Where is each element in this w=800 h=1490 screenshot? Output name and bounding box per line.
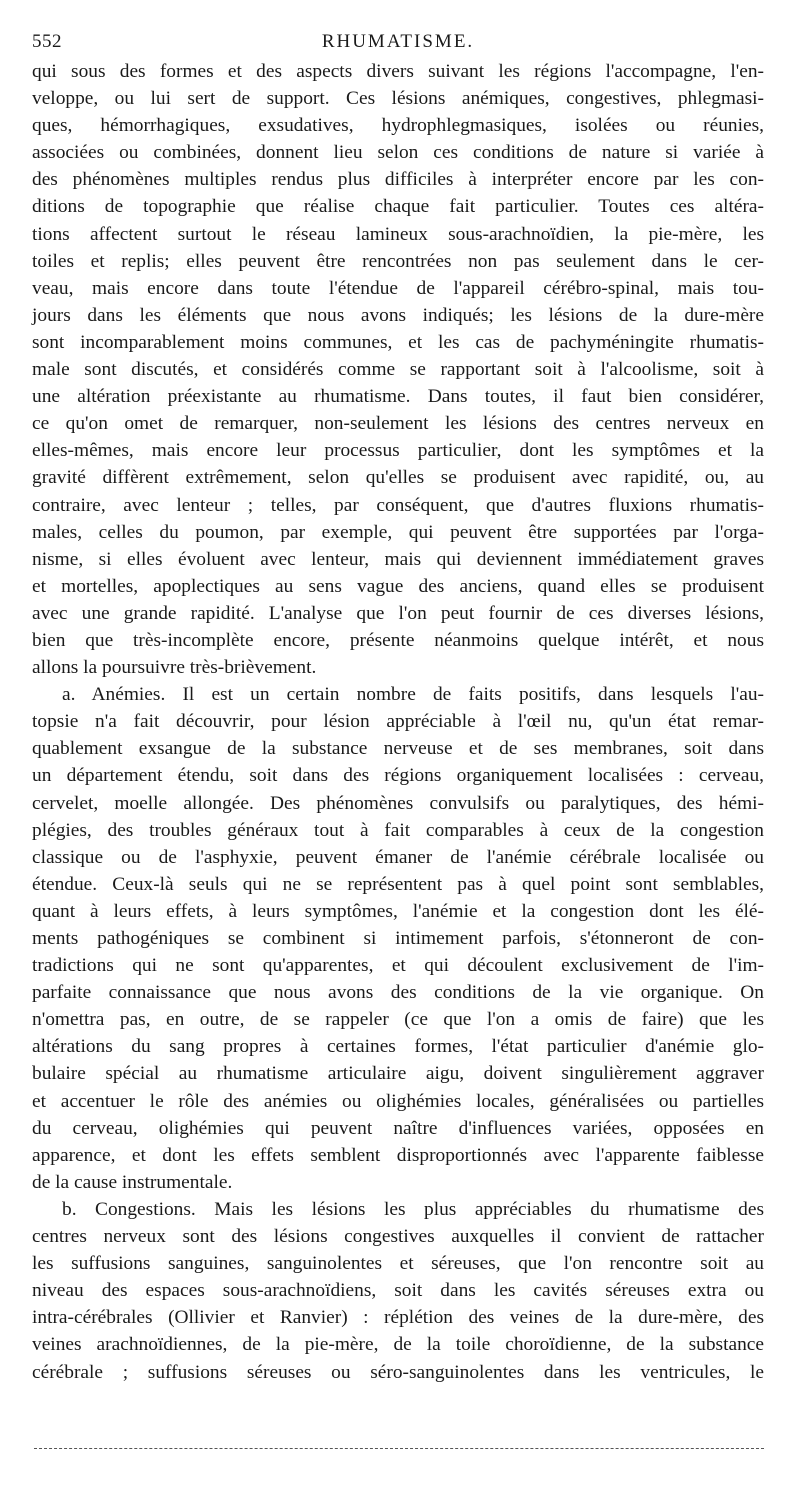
- text-line: male sont discutés, et considérés comme se rapportant soit à l'alcoolisme, soit à: [32, 359, 764, 381]
- text-line: toiles et replis; elles peuvent être rencontrées non pas seulement dans le cer-: [32, 250, 764, 272]
- running-head: [32, 26, 764, 58]
- text-line: ce qu'on omet de remarquer, non-seulement les lésions des centres nerveux en: [32, 413, 764, 435]
- text-line: étendue. Ceux-là seuls qui ne se représentent pas à quel point sont semblables,: [32, 873, 764, 895]
- text-line: gravité diffèrent extrêmement, selon qu'elles se produisent avec rapidité, ou, au: [32, 467, 764, 489]
- page: [32, 26, 764, 1386]
- text-line: un département étendu, soit dans des régions organiquement localisées : cerveau,: [32, 765, 764, 787]
- text-line: quablement exsangue de la substance nerveuse et de ses membranes, soit dans: [32, 738, 764, 760]
- text-line: ments pathogéniques se combinent si intimement parfois, s'étonneront de con-: [32, 928, 764, 949]
- text-line: jours dans les éléments que nous avons indiqués; les lésions de la dure-mère: [32, 304, 764, 326]
- text-line: niveau des espaces sous-arachnoïdiens, soit dans les cavités séreuses extra ou: [32, 1280, 764, 1302]
- text-line: allons la poursuivre très-brièvement.: [32, 657, 317, 679]
- text-line: centres nerveux sont des lésions congestives auxquelles il convient de rattacher: [32, 1226, 764, 1248]
- text-line: nisme, si elles évoluent avec lenteur, mais qui deviennent immédiatement graves: [32, 548, 764, 570]
- text-line: et accentuer le rôle des anémies ou olighémies locales, généralisées ou partielles: [32, 1090, 764, 1112]
- text-line: bulaire spécial au rhumatisme articulaire aigu, doivent singulièrement aggraver: [32, 1063, 764, 1085]
- text-line: topsie n'a fait découvrir, pour lésion appréciable à l'œil nu, qu'un état remar-: [32, 711, 764, 733]
- text-line: sont incomparablement moins communes, et les cas de pachyméningite rhumatis-: [32, 331, 764, 353]
- text-line: bien que très-incomplète encore, présente néanmoins quelque intérêt, et nous: [32, 629, 764, 651]
- text-line: tions affectent surtout le réseau lamineux sous-arachnoïdien, la pie-mère, les: [32, 223, 764, 245]
- text-line: associées ou combinées, donnent lieu selon ces conditions de nature si variée à: [32, 142, 764, 164]
- text-line: cervelet, moelle allongée. Des phénomènes convulsifs ou paralytiques, des hémi-: [32, 792, 764, 814]
- text-line: apparence, et dont les effets semblent disproportionnés avec l'apparente faiblesse: [32, 1144, 764, 1166]
- running-title: RHUMATISME.: [321, 31, 475, 52]
- text-line: veau, mais encore dans toute l'étendue de l'appareil cérébro-spinal, mais tou-: [32, 277, 764, 299]
- text-line: des phénomènes multiples rendus plus difficiles à interpréter encore par les con-: [32, 169, 764, 191]
- text-line: intra-cérébrales (Ollivier et Ranvier) : réplétion des veines de la dure-mère, des: [32, 1307, 764, 1329]
- text-line: b. Congestions. Mais les lésions les plus appréciables du rhumatisme des: [62, 1198, 764, 1220]
- text-line: une altération préexistante au rhumatisme. Dans toutes, il faut bien considérer,: [32, 386, 764, 408]
- text-line: et mortelles, apoplectiques au sens vague des anciens, quand elles se produisent: [32, 575, 764, 597]
- text-line: ditions de topographie que réalise chaque fait particulier. Toutes ces altéra-: [32, 196, 764, 218]
- body-text: [32, 58, 764, 1386]
- page-number: 552: [32, 31, 62, 52]
- text-line: tradictions qui ne sont qu'apparentes, et qui découlent exclusivement de l'im-: [32, 955, 764, 977]
- text-line: quant à leurs effets, à leurs symptômes, l'anémie et la congestion dont les élé-: [32, 900, 764, 922]
- text-line: males, celles du poumon, par exemple, qui peuvent être supportées par l'orga-: [32, 521, 764, 543]
- text-line: plégies, des troubles généraux tout à fait comparables à ceux de la congestion: [32, 819, 764, 841]
- text-line: a. Anémies. Il est un certain nombre de faits positifs, dans lesquels l'au-: [62, 684, 764, 706]
- text-line: du cerveau, olighémies qui peuvent naître d'influences variées, opposées en: [32, 1117, 764, 1139]
- text-line: cérébrale ; suffusions séreuses ou séro-sanguinolentes dans les ventricules, le: [32, 1361, 764, 1383]
- text-line: veloppe, ou lui sert de support. Ces lésions anémiques, congestives, phlegmasi-: [32, 88, 764, 110]
- text-line: ques, hémorrhagiques, exsudatives, hydrophlegmasiques, isolées ou réunies,: [32, 115, 764, 137]
- text-line: altérations du sang propres à certaines formes, l'état particulier d'anémie glo-: [32, 1036, 764, 1058]
- text-line: n'omettra pas, en outre, de se rappeler (ce que l'on a omis de faire) que les: [32, 1009, 764, 1031]
- text-line: elles-mêmes, mais encore leur processus particulier, dont les symptômes et la: [32, 440, 764, 462]
- text-line: parfaite connaissance que nous avons des conditions de la vie organique. On: [32, 982, 764, 1004]
- footer-rule: [34, 1448, 764, 1449]
- text-line: les suffusions sanguines, sanguinolentes et séreuses, que l'on rencontre soit au: [32, 1253, 764, 1275]
- text-line: de la cause instrumentale.: [32, 1171, 233, 1193]
- text-line: classique ou de l'asphyxie, peuvent émaner de l'anémie cérébrale localisée ou: [32, 846, 764, 868]
- text-line: avec une grande rapidité. L'analyse que l'on peut fournir de ces diverses lésions,: [32, 602, 764, 624]
- text-line: contraire, avec lenteur ; telles, par conséquent, que d'autres fluxions rhumatis-: [32, 494, 764, 516]
- text-line: qui sous des formes et des aspects divers suivant les régions l'accompagne, l'en-: [32, 61, 764, 82]
- text-line: veines arachnoïdiennes, de la pie-mère, de la toile choroïdienne, de la substance: [32, 1334, 764, 1356]
